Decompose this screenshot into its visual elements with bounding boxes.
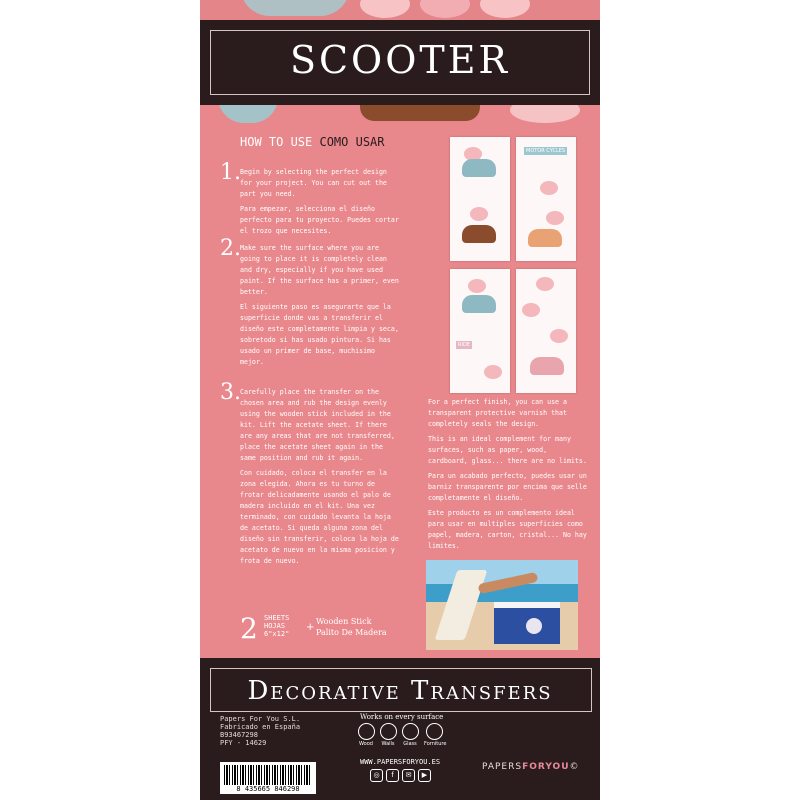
finish-text-en: This is an ideal complement for many surfaces, such as paper, wood, cardboard, glass... there are no limits. bbox=[428, 435, 587, 465]
scooter-seat-art bbox=[360, 105, 480, 121]
rose-art bbox=[420, 0, 470, 18]
cooler-transfer-art bbox=[526, 618, 542, 634]
barcode bbox=[220, 762, 316, 794]
surface-label: Wood bbox=[359, 741, 373, 747]
step-3 bbox=[220, 380, 400, 571]
scooter-art bbox=[462, 159, 496, 177]
rose-art bbox=[546, 211, 564, 225]
product-title: SCOOTER bbox=[289, 38, 511, 82]
scooter-art bbox=[462, 295, 496, 313]
surface-walls bbox=[378, 723, 398, 747]
how-to-en: HOW TO USE bbox=[240, 135, 313, 149]
rose-art bbox=[522, 303, 540, 317]
finish-text-es: Este producto es un complemento ideal para usar en multiples superficies como papel, madera, carton, cristal... No hay limites. bbox=[428, 509, 587, 550]
plus-sign: + bbox=[306, 622, 315, 633]
rose-art bbox=[510, 105, 580, 123]
step-1 bbox=[220, 160, 400, 241]
company-name: Papers For You S.L. bbox=[220, 715, 301, 723]
beach-photo bbox=[426, 560, 578, 650]
finish-text-en: For a perfect finish, you can use a transparent protective varnish that completely seals the design. bbox=[428, 398, 567, 428]
sheets-label: SHEETS bbox=[264, 614, 290, 622]
company-info bbox=[220, 715, 300, 747]
surface-wood bbox=[356, 723, 376, 747]
facebook-icon[interactable]: f bbox=[386, 769, 399, 782]
surface-forniture bbox=[424, 723, 447, 747]
how-to-es: COMO USAR bbox=[319, 135, 385, 149]
product-code: PFY - 14629 bbox=[220, 739, 267, 747]
sheet-count: 2 bbox=[240, 612, 258, 645]
scooter-art bbox=[528, 229, 562, 247]
barcode-number: 8 435665 846298 bbox=[236, 785, 300, 793]
rose-art bbox=[470, 207, 488, 221]
rose-art bbox=[540, 181, 558, 195]
sheet-preview bbox=[516, 137, 576, 261]
scooter-art bbox=[530, 357, 564, 375]
top-illustration bbox=[200, 0, 600, 20]
rose-art bbox=[536, 277, 554, 291]
scooter-art bbox=[462, 225, 496, 243]
sheet-preview bbox=[450, 269, 510, 393]
works-on-every-surface: Works on every surface bbox=[360, 713, 444, 721]
finish-notes bbox=[428, 397, 588, 556]
instagram-icon[interactable]: ◎ bbox=[370, 769, 383, 782]
scooter-wheel-art bbox=[218, 105, 278, 123]
glass-icon bbox=[402, 723, 419, 740]
sheet-size: 6"x12" bbox=[264, 630, 290, 638]
surface-glass bbox=[400, 723, 420, 747]
email-icon[interactable]: ✉ bbox=[402, 769, 415, 782]
furniture-icon bbox=[426, 723, 443, 740]
website-url[interactable]: WWW.PAPERSFORYOU.ES bbox=[360, 758, 441, 766]
papers-for-you-logo: PAPERSFORYOU© bbox=[482, 762, 580, 772]
wall-icon bbox=[380, 723, 397, 740]
step-number: 3. bbox=[220, 380, 241, 405]
surface-label: Glass bbox=[403, 741, 417, 747]
step-text-en: Begin by selecting the perfect design for your project. You can cut out the part you need. bbox=[240, 168, 387, 198]
step-number: 1. bbox=[220, 160, 241, 185]
sheet-preview bbox=[516, 269, 576, 393]
tax-code: B93467298 bbox=[220, 731, 258, 739]
decorative-transfers-title: Decorative Transfers bbox=[247, 676, 553, 706]
step-2 bbox=[220, 236, 400, 372]
rose-art bbox=[360, 0, 410, 18]
sheet-preview bbox=[450, 137, 510, 261]
ride-label: RIDE bbox=[458, 342, 470, 348]
hojas-label: HOJAS bbox=[264, 622, 286, 630]
rose-art bbox=[480, 0, 530, 18]
step-text-es: El siguiente paso es asegurarte que la superficie donde vas a transferir el diseño este completamente limpia y seca, sobretodo si has usado pintura. Si has usado un primer de base, muchisimo mejor. bbox=[240, 303, 399, 366]
transfer-sheet-previews bbox=[450, 137, 580, 399]
wooden-stick-label bbox=[316, 616, 406, 638]
under-title-illustration bbox=[200, 105, 600, 127]
step-text-es: Para empezar, selecciona el diseño perfecto para tu proyecto. Puedes cortar el trozo que necesites. bbox=[240, 205, 399, 235]
step-text-en: Make sure the surface where you are going to place it is completely clean and dry, especially if you have used paint. If the surface has a primer, even better. bbox=[240, 244, 399, 296]
how-to-heading bbox=[240, 135, 385, 149]
scooter-fender-art bbox=[240, 0, 350, 16]
stick-es: Palito De Madera bbox=[316, 628, 387, 637]
step-text-en: Carefully place the transfer on the chosen area and rub the design evenly using the wooden stick included in the kit. Lift the acetate sheet. If there are any areas that are not transferred, place the acetate sheet again in the same position and rub it again. bbox=[240, 388, 395, 462]
surface-label: Walls bbox=[381, 741, 395, 747]
step-text-es: Con cuidado, coloca el transfer en la zona elegida. Ahora es tu turno de frotar delicadamente usando el palo de madera incluido en el kit. Una vez terminado, con cuidado levanta la hoja de acetato. Si queda alguna zona del diseño sin transferir, coloca la hoja de acetato de nuevo en la misma posicion y frota de nuevo. bbox=[240, 469, 399, 565]
finish-text-es: Para un acabado perfecto, puedes usar un barniz transparente por encima que selle completamente el diseño. bbox=[428, 472, 587, 502]
product-packaging bbox=[200, 0, 600, 800]
rose-art bbox=[468, 279, 486, 293]
motor-cycles-label: MOTOR CYCLES bbox=[526, 148, 566, 154]
sheet-description bbox=[264, 614, 304, 638]
rose-art bbox=[484, 365, 502, 379]
rose-art bbox=[550, 329, 568, 343]
title-band bbox=[200, 20, 600, 105]
youtube-icon[interactable]: ▶ bbox=[418, 769, 431, 782]
stick-en: Wooden Stick bbox=[316, 617, 372, 626]
bottom-band bbox=[200, 658, 600, 800]
step-number: 2. bbox=[220, 236, 241, 261]
barcode-bars bbox=[224, 765, 312, 785]
wood-icon bbox=[358, 723, 375, 740]
surface-label: Forniture bbox=[424, 741, 447, 747]
made-in: Fabricado en España bbox=[220, 723, 301, 731]
